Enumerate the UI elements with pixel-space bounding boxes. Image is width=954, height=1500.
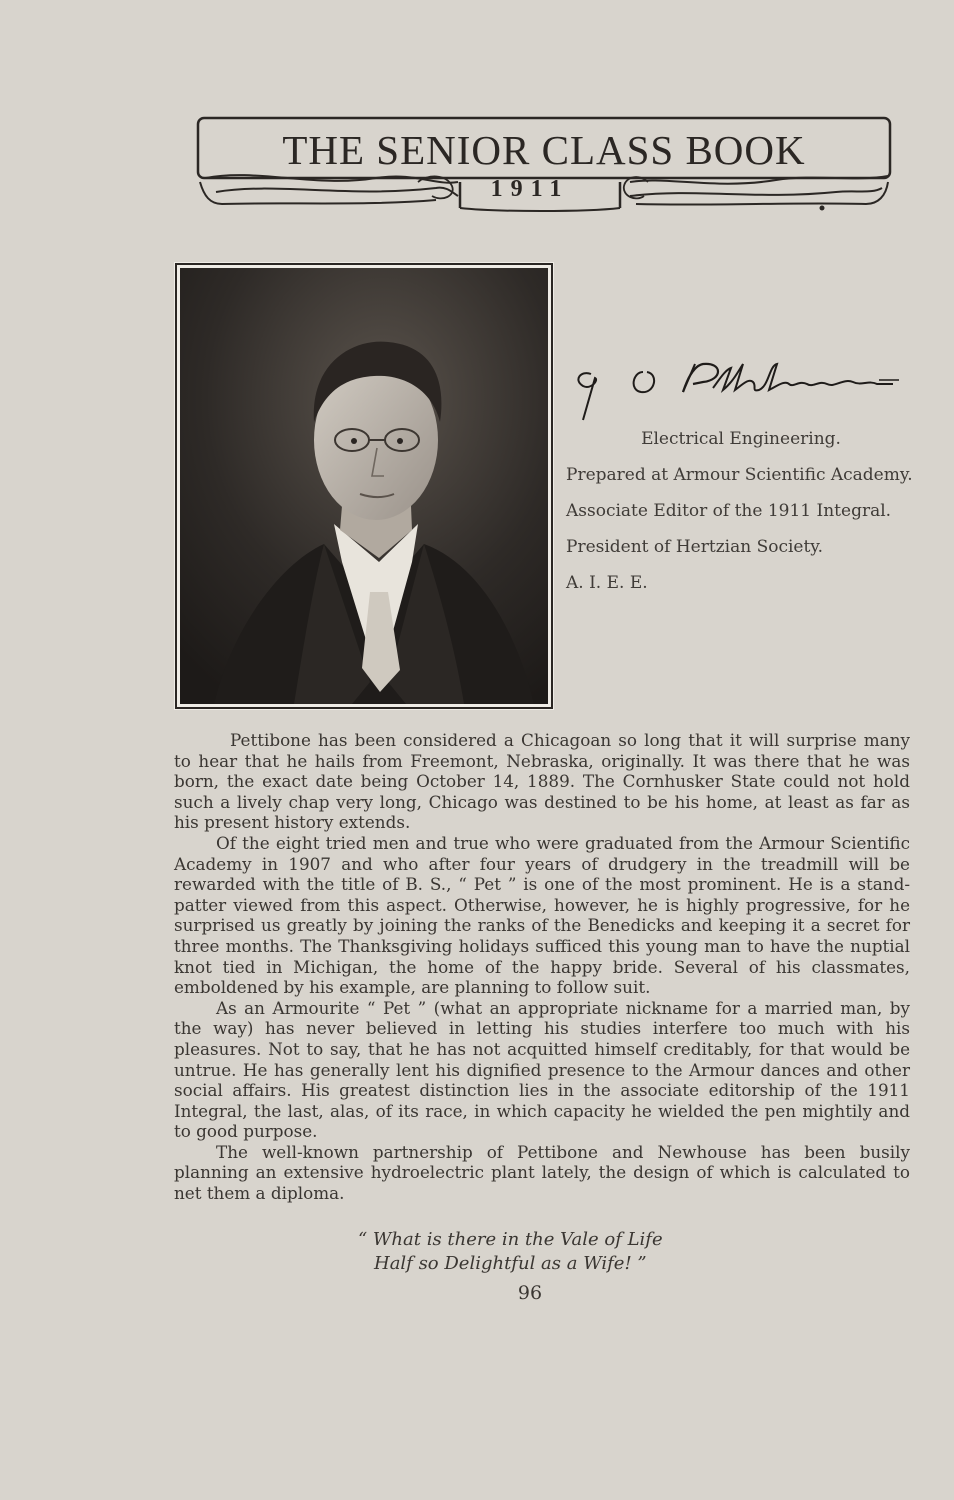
paragraph: Pettibone has been considered a Chicagoan so long that it will surprise many to hear that he hails from Freemont, Nebraska, originally. It was there that he was born, the exact date being October 14, 1889. The Cornhusker State could not hold such a lively chap very long, Chicago was destined to be his home, at least as far as his present history extends.	[174, 730, 910, 833]
credentials-list	[566, 428, 916, 608]
masthead	[196, 116, 892, 220]
credential-aiee: A. I. E. E.	[566, 573, 648, 593]
page-number: 96	[517, 1282, 543, 1304]
credential-major: Electrical Engineering.	[641, 429, 841, 449]
paragraph: As an Armourite “ Pet ” (what an appropriate nickname for a married man, by the way) has never believed in letting his studies interfere too much with his pleasures. Not to say, that he has not acquitted himself creditably, for that would be untrue. He has generally lent his dignified presence to the Armour dances and other social affairs. His greatest distinction lies in the associate editorship of the 1911 Integral, the last, alas, of its race, in which capacity he wielded the pen mightily and to good purpose.	[174, 997, 910, 1142]
credential-prepared: Prepared at Armour Scientific Academy.	[566, 465, 913, 485]
paragraph: The well-known partnership of Pettibone and Newhouse has been busily planning an extensive hydroelectric plant lately, the design of which is calculated to net them a diploma.	[174, 1141, 910, 1204]
quote-line-1: “ What is there in the Vale of Life	[358, 1229, 663, 1250]
closing-quote	[350, 1228, 770, 1276]
masthead-title: THE SENIOR CLASS BOOK	[282, 127, 806, 173]
credential-editor: Associate Editor of the 1911 Integral.	[566, 501, 892, 521]
signature	[563, 350, 913, 430]
credential-society: President of Hertzian Society.	[566, 537, 824, 557]
masthead-year: 1911	[490, 176, 570, 202]
portrait-photo	[174, 262, 554, 710]
quote-line-2: Half so Delightful as a Wife! ”	[374, 1253, 647, 1274]
paragraph: Of the eight tried men and true who were graduated from the Armour Scientific Academy in 1907 and who after four years of drudgery in the treadmill will be rewarded with the title of B. S., “ Pet ” is one of the most prominent. He is a stand-patter viewed from this aspect. Otherwise, however, he is highly progressive, for he surprised us greatly by joining the ranks of the Benedicks and keeping it a secret for three months. The Thanksgiving holidays sufficed this young man to have the nuptial knot tied in Michigan, the home of the happy bride. Several of his classmates, emboldened by his example, are planning to follow suit.	[174, 832, 910, 998]
biography-text	[174, 730, 910, 1204]
